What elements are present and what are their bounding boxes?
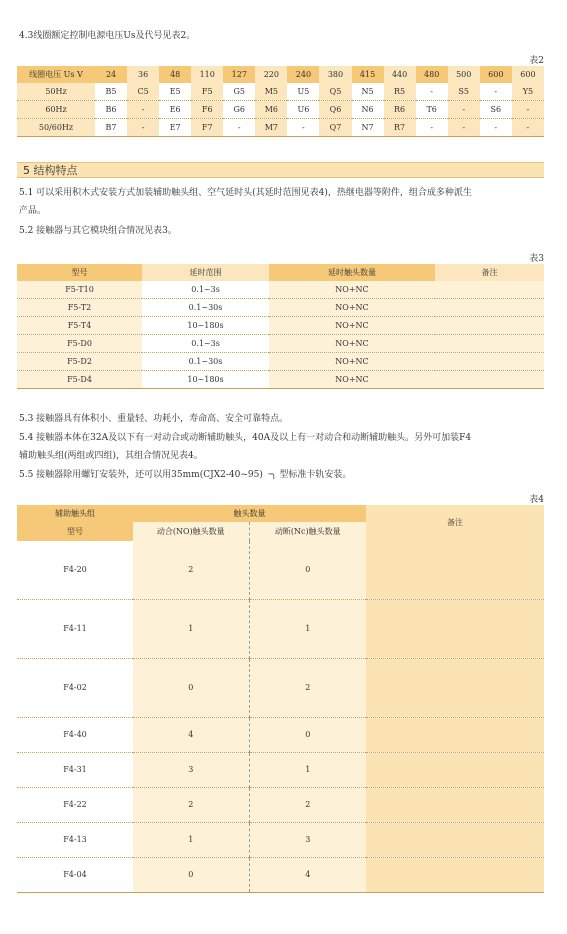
t2-code-cell: F6	[191, 101, 223, 119]
t4-nc-cell: 2	[249, 788, 366, 823]
t3-header-cell: 型号	[17, 264, 142, 281]
t4-model-cell: F4-31	[17, 753, 133, 788]
t2-code-cell: Q6	[319, 101, 351, 119]
t3-cell: F5-D0	[17, 335, 142, 353]
t3-cell	[435, 299, 544, 317]
para-5-1a: 5.1 可以采用积木式安装方式加装辅助触头组、空气延时头(其延时范围见表4)，热继电器等附件，组合成多种派生	[19, 188, 472, 198]
para-5-4a: 5.4 接触器本体在32A及以下有一对动合或动断辅助触头，40A及以上有一对动合和动断辅助触头。另外可加装F4	[19, 433, 472, 443]
t2-header-voltage: 240	[287, 66, 319, 83]
t3-cell: 10~180s	[142, 317, 269, 335]
t3-cell: 0.1~30s	[142, 299, 269, 317]
t3-cell: NO+NC	[269, 371, 435, 389]
table4-row	[17, 823, 544, 858]
table4-row	[17, 788, 544, 823]
table3-row	[17, 317, 544, 335]
t4-no-cell: 1	[133, 600, 249, 659]
t4-header-model: 型号	[17, 522, 133, 541]
t2-header-voltage: 220	[255, 66, 287, 83]
t4-note-cell	[366, 600, 544, 659]
section-5-title: 5 结构特点	[17, 162, 544, 178]
t3-cell: 0.1~3s	[142, 335, 269, 353]
t4-no-cell: 4	[133, 718, 249, 753]
t2-header-voltage: 127	[223, 66, 255, 83]
para-5-1b: 产品。	[19, 206, 47, 216]
para-5-2: 5.2 接触器与其它模块组合情况见表3。	[19, 226, 177, 236]
t4-note-cell	[366, 541, 544, 600]
t2-header-voltage: 480	[416, 66, 448, 83]
table2-row	[17, 119, 544, 137]
t2-code-cell: -	[448, 101, 480, 119]
table4	[17, 505, 544, 893]
t3-cell	[435, 317, 544, 335]
t3-cell: NO+NC	[269, 335, 435, 353]
table2-row	[17, 83, 544, 101]
t3-header-cell: 备注	[435, 264, 544, 281]
table3-row	[17, 353, 544, 371]
t4-no-cell: 2	[133, 541, 249, 600]
table4-row	[17, 718, 544, 753]
t2-header-voltage: 24	[95, 66, 127, 83]
t2-code-cell: -	[512, 101, 544, 119]
t4-model-cell: F4-20	[17, 541, 133, 600]
t2-header-voltage: 600	[512, 66, 544, 83]
table2-row	[17, 101, 544, 119]
t3-cell: NO+NC	[269, 317, 435, 335]
t2-code-cell: N6	[352, 101, 384, 119]
t3-header-cell: 延时范围	[142, 264, 269, 281]
t2-header-voltage: 36	[127, 66, 159, 83]
t4-nc-cell: 0	[249, 541, 366, 600]
t2-code-cell: M7	[255, 119, 287, 137]
t3-cell	[435, 281, 544, 299]
t3-cell: F5-D2	[17, 353, 142, 371]
t4-note-cell	[366, 659, 544, 718]
t2-code-cell: N7	[352, 119, 384, 137]
t4-no-cell: 1	[133, 823, 249, 858]
table4-row	[17, 600, 544, 659]
table2	[17, 66, 544, 137]
t4-nc-cell: 3	[249, 823, 366, 858]
table3-row	[17, 281, 544, 299]
t2-code-cell: E7	[159, 119, 191, 137]
t2-header-voltage: 110	[191, 66, 223, 83]
t3-cell	[435, 335, 544, 353]
t4-nc-cell: 4	[249, 858, 366, 893]
t3-cell: F5-D4	[17, 371, 142, 389]
t4-model-cell: F4-02	[17, 659, 133, 718]
t4-no-cell: 0	[133, 659, 249, 718]
t2-header-voltage: 48	[159, 66, 191, 83]
table3-row	[17, 299, 544, 317]
t2-code-cell: Q7	[319, 119, 351, 137]
t3-cell: F5-T10	[17, 281, 142, 299]
t2-code-cell: S5	[448, 83, 480, 101]
t4-no-cell: 2	[133, 788, 249, 823]
table4-row	[17, 858, 544, 893]
t2-code-cell: -	[480, 83, 512, 101]
t3-header-cell: 延时触头数量	[269, 264, 435, 281]
t4-note-cell	[366, 823, 544, 858]
t2-code-cell: -	[512, 119, 544, 137]
table3-row	[17, 371, 544, 389]
table3	[17, 264, 544, 389]
t2-code-cell: -	[480, 119, 512, 137]
t4-header-no: 动合(NO)触头数量	[133, 522, 249, 541]
t4-model-cell: F4-11	[17, 600, 133, 659]
t2-code-cell: -	[127, 119, 159, 137]
para-5-5: 5.5 接触器除用螺钉安装外，还可以用35mm(CJX2-40~95) ╶╮ 型标准卡轨安装。	[19, 470, 352, 480]
t3-cell	[435, 353, 544, 371]
table4-label: 表4	[529, 495, 544, 505]
t4-note-cell	[366, 718, 544, 753]
t2-code-cell: -	[287, 119, 319, 137]
t2-code-cell: -	[416, 83, 448, 101]
t2-code-cell: C5	[127, 83, 159, 101]
t4-header-count: 触头数量	[133, 505, 366, 522]
t3-cell: F5-T2	[17, 299, 142, 317]
section-4-3-text: 4.3线圈额定控制电源电压Us及代号见表2。	[19, 31, 196, 41]
t2-code-cell: T6	[416, 101, 448, 119]
para-5-3: 5.3 接触器具有体积小、重量轻、功耗小，寿命高、安全可靠特点。	[19, 414, 289, 424]
t3-cell	[435, 371, 544, 389]
t2-code-cell: R5	[384, 83, 416, 101]
t2-header-voltage: 415	[352, 66, 384, 83]
para-5-4b: 辅助触头组(两组或四组)，其组合情况见表4。	[19, 451, 203, 461]
t3-cell: NO+NC	[269, 281, 435, 299]
t2-code-cell: G6	[223, 101, 255, 119]
t4-nc-cell: 0	[249, 718, 366, 753]
table2-header-row	[17, 66, 544, 83]
t2-header-voltage: 500	[448, 66, 480, 83]
t2-code-cell: -	[416, 119, 448, 137]
t4-nc-cell: 2	[249, 659, 366, 718]
t2-code-cell: E6	[159, 101, 191, 119]
t2-code-cell: M6	[255, 101, 287, 119]
t2-code-cell: -	[223, 119, 255, 137]
t4-note-cell	[366, 753, 544, 788]
t3-cell: 10~180s	[142, 371, 269, 389]
t3-cell: 0.1~30s	[142, 353, 269, 371]
t3-cell: NO+NC	[269, 353, 435, 371]
t2-code-cell: R7	[384, 119, 416, 137]
t2-freq-cell: 50/60Hz	[17, 119, 95, 137]
t2-code-cell: Q5	[319, 83, 351, 101]
t4-header-note: 备注	[366, 505, 544, 541]
table3-row	[17, 335, 544, 353]
table3-header-row	[17, 264, 544, 281]
t2-code-cell: R6	[384, 101, 416, 119]
t4-note-cell	[366, 858, 544, 893]
t4-no-cell: 3	[133, 753, 249, 788]
t4-nc-cell: 1	[249, 600, 366, 659]
t2-code-cell: -	[127, 101, 159, 119]
t2-header-voltage: 600	[480, 66, 512, 83]
t4-model-cell: F4-22	[17, 788, 133, 823]
t2-header-label: 线圈电压 Us V	[17, 66, 95, 83]
table4-row	[17, 659, 544, 718]
t2-code-cell: F7	[191, 119, 223, 137]
t3-cell: NO+NC	[269, 299, 435, 317]
t2-code-cell: B7	[95, 119, 127, 137]
t2-header-voltage: 380	[319, 66, 351, 83]
t2-freq-cell: 60Hz	[17, 101, 95, 119]
t4-header-group: 辅助触头组	[17, 505, 133, 522]
t3-cell: F5-T4	[17, 317, 142, 335]
t4-header-nc: 动断(Nc)触头数量	[249, 522, 366, 541]
t2-code-cell: U5	[287, 83, 319, 101]
t2-code-cell: B5	[95, 83, 127, 101]
t2-code-cell: M5	[255, 83, 287, 101]
t4-no-cell: 0	[133, 858, 249, 893]
table2-label: 表2	[529, 56, 544, 66]
t2-code-cell: G5	[223, 83, 255, 101]
t2-code-cell: U6	[287, 101, 319, 119]
t2-code-cell: B6	[95, 101, 127, 119]
t4-model-cell: F4-13	[17, 823, 133, 858]
table4-row	[17, 753, 544, 788]
t4-model-cell: F4-40	[17, 718, 133, 753]
t2-code-cell: N5	[352, 83, 384, 101]
t3-cell: 0.1~3s	[142, 281, 269, 299]
t2-code-cell: -	[448, 119, 480, 137]
t2-header-voltage: 440	[384, 66, 416, 83]
t2-code-cell: F5	[191, 83, 223, 101]
t2-code-cell: Y5	[512, 83, 544, 101]
t2-code-cell: E5	[159, 83, 191, 101]
t4-model-cell: F4-04	[17, 858, 133, 893]
t4-note-cell	[366, 788, 544, 823]
t2-freq-cell: 50Hz	[17, 83, 95, 101]
t4-nc-cell: 1	[249, 753, 366, 788]
table3-label: 表3	[529, 254, 544, 264]
table4-row	[17, 541, 544, 600]
t2-code-cell: S6	[480, 101, 512, 119]
